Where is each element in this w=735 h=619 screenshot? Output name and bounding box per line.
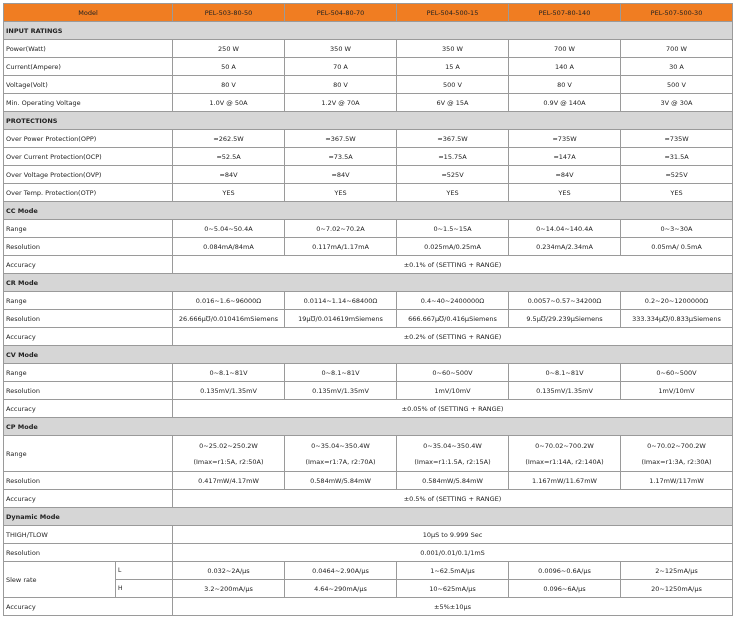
cell-value: 4.64~290mA/µs (285, 580, 397, 598)
cell-value: 0.417mW/4.17mW (173, 472, 285, 490)
cell-value: 30 A (621, 58, 733, 76)
model-name: PEL-503-80-50 (173, 4, 285, 22)
cell-value: 80 V (509, 76, 621, 94)
cell-value: 1mV/10mV (397, 382, 509, 400)
cell-value: ≈84V (173, 166, 285, 184)
cell-value: 0.584mW/5.84mW (397, 472, 509, 490)
section-title-protections: PROTECTIONS (4, 112, 733, 130)
model-name: PEL-504-80-70 (285, 4, 397, 22)
row-label: Resolution (4, 472, 173, 490)
cell-value: 0.032~2A/µs (173, 562, 285, 580)
cell-line: 0~35.04~350.4W (311, 441, 370, 450)
slew-high-label: H (116, 580, 173, 598)
row-label: Power(Watt) (4, 40, 173, 58)
row-label: Accuracy (4, 598, 173, 616)
section-row (4, 202, 733, 220)
cell-value: YES (509, 184, 621, 202)
row-label: Resolution (4, 310, 173, 328)
table-row (4, 490, 733, 508)
cell-subline: (Imax=r1:7A, r2:70A) (305, 457, 376, 466)
cell-value: 500 V (621, 76, 733, 94)
row-label: Over Current Protection(OCP) (4, 148, 173, 166)
table-row (4, 436, 733, 472)
table-row (4, 58, 733, 76)
cell-value: 0.234mA/2.34mA (509, 238, 621, 256)
cell-value: 700 W (621, 40, 733, 58)
table-row (4, 364, 733, 382)
cell-value: 350 W (397, 40, 509, 58)
cell-value: 0~14.04~140.4A (509, 220, 621, 238)
cell-value: 0~1.5~15A (397, 220, 509, 238)
cell-value: 666.667µ℧/0.416µSiemens (397, 310, 509, 328)
cell-value: 1.0V @ 50A (173, 94, 285, 112)
row-label: Range (4, 220, 173, 238)
cell-value: 350 W (285, 40, 397, 58)
cell-value: ±0.05% of (SETTING + RANGE) (173, 400, 733, 418)
row-label: Resolution (4, 238, 173, 256)
cell-value: 0.135mV/1.35mV (509, 382, 621, 400)
cell-value: 0.0096~0.6A/µs (509, 562, 621, 580)
row-label: Over Temp. Protection(OTP) (4, 184, 173, 202)
section-row (4, 508, 733, 526)
row-label: THIGH/TLOW (4, 526, 173, 544)
row-label: Over Power Protection(OPP) (4, 130, 173, 148)
cell-value: 0.135mV/1.35mV (173, 382, 285, 400)
cell-value: 0.025mA/0.25mA (397, 238, 509, 256)
cell-value: ≈525V (397, 166, 509, 184)
cell-value: 70 A (285, 58, 397, 76)
cell-value: YES (397, 184, 509, 202)
cell-line: 0~25.02~250.2W (199, 441, 258, 450)
cell-subline: (Imax=r1:3A, r2:30A) (641, 457, 712, 466)
cell-value: 1.17mW/117mW (621, 472, 733, 490)
cell-value: 1.2V @ 70A (285, 94, 397, 112)
cell-value: ≈735W (621, 130, 733, 148)
cell-value (509, 436, 621, 472)
table-row (4, 40, 733, 58)
model-name: PEL-504-500-15 (397, 4, 509, 22)
table-row (4, 310, 733, 328)
section-title-cr: CR Mode (4, 274, 733, 292)
section-title-dynamic: Dynamic Mode (4, 508, 733, 526)
cell-value: 3V @ 30A (621, 94, 733, 112)
cell-value: 0~8.1~81V (285, 364, 397, 382)
cell-value: 0.016~1.6~96000Ω (173, 292, 285, 310)
row-label: Accuracy (4, 328, 173, 346)
cell-value (397, 436, 509, 472)
section-row (4, 274, 733, 292)
header-row (4, 4, 733, 22)
cell-value: 333.334µ℧/0.833µSiemens (621, 310, 733, 328)
table-row (4, 400, 733, 418)
cell-value: 0~60~500V (397, 364, 509, 382)
cell-value: ≈367.5W (285, 130, 397, 148)
table-row (4, 256, 733, 274)
cell-value: 0.135mV/1.35mV (285, 382, 397, 400)
cell-line: 0~70.02~700.2W (535, 441, 594, 450)
cell-value: 50 A (173, 58, 285, 76)
slew-low-label: L (116, 562, 173, 580)
row-label: Over Voltage Protection(OVP) (4, 166, 173, 184)
cell-value: ≈367.5W (397, 130, 509, 148)
cell-value: YES (285, 184, 397, 202)
cell-value: ≈31.5A (621, 148, 733, 166)
table-row (4, 148, 733, 166)
table-row (4, 94, 733, 112)
cell-value: 0.084mA/84mA (173, 238, 285, 256)
cell-value (173, 436, 285, 472)
row-label: Voltage(Volt) (4, 76, 173, 94)
cell-subline: (Imax=r1:14A, r2:140A) (525, 457, 604, 466)
table-row (4, 292, 733, 310)
cell-value: 0.0114~1.14~68400Ω (285, 292, 397, 310)
cell-value: ≈262.5W (173, 130, 285, 148)
cell-value: 0~8.1~81V (509, 364, 621, 382)
cell-value: 26.666µ℧/0.010416mSiemens (173, 310, 285, 328)
cell-value: ±5%±10µs (173, 598, 733, 616)
table-row (4, 220, 733, 238)
cell-value: 0.9V @ 140A (509, 94, 621, 112)
cell-value: 20~1250mA/µs (621, 580, 733, 598)
cell-value: ≈147A (509, 148, 621, 166)
table-row (4, 472, 733, 490)
cell-value: 0.117mA/1.17mA (285, 238, 397, 256)
cell-value: 0~7.02~70.2A (285, 220, 397, 238)
cell-value: 0~5.04~50.4A (173, 220, 285, 238)
section-title-cc: CC Mode (4, 202, 733, 220)
cell-value: 0.05mA/ 0.5mA (621, 238, 733, 256)
cell-value: ≈84V (509, 166, 621, 184)
cell-line: 0~70.02~700.2W (647, 441, 706, 450)
cell-value: 10~625mA/µs (397, 580, 509, 598)
row-label: Resolution (4, 544, 173, 562)
cell-value (285, 436, 397, 472)
cell-value: 6V @ 15A (397, 94, 509, 112)
cell-value: 9.5µ℧/29.239µSiemens (509, 310, 621, 328)
section-row (4, 418, 733, 436)
cell-value: YES (621, 184, 733, 202)
cell-value: YES (173, 184, 285, 202)
cell-value: 0.001/0.01/0.1/1mS (173, 544, 733, 562)
section-row (4, 22, 733, 40)
row-label: Accuracy (4, 400, 173, 418)
row-label: Current(Ampere) (4, 58, 173, 76)
cell-value: 700 W (509, 40, 621, 58)
table-row (4, 238, 733, 256)
cell-value: 1~62.5mA/µs (397, 562, 509, 580)
cell-value (621, 436, 733, 472)
cell-subline: (Imax=r1:1.5A, r2:15A) (414, 457, 491, 466)
cell-value: 1mV/10mV (621, 382, 733, 400)
section-title-cv: CV Mode (4, 346, 733, 364)
row-label: Range (4, 436, 173, 472)
cell-value: 0~8.1~81V (173, 364, 285, 382)
table-row (4, 562, 733, 580)
cell-value: 2~125mA/µs (621, 562, 733, 580)
table-row (4, 166, 733, 184)
cell-value: 0~3~30A (621, 220, 733, 238)
cell-value: 10µS to 9.999 Sec (173, 526, 733, 544)
cell-value: 0~60~500V (621, 364, 733, 382)
cell-value: 0.2~20~1200000Ω (621, 292, 733, 310)
cell-value: ±0.1% of (SETTING + RANGE) (173, 256, 733, 274)
cell-value: 0.4~40~2400000Ω (397, 292, 509, 310)
row-label: Min. Operating Voltage (4, 94, 173, 112)
row-label: Range (4, 292, 173, 310)
table-row (4, 544, 733, 562)
cell-value: ≈525V (621, 166, 733, 184)
section-title-cp: CP Mode (4, 418, 733, 436)
table-row (4, 130, 733, 148)
cell-subline: (Imax=r1:5A, r2:50A) (193, 457, 264, 466)
model-name: PEL-507-500-30 (621, 4, 733, 22)
table-row (4, 526, 733, 544)
cell-value: 0.096~6A/µs (509, 580, 621, 598)
table-row (4, 598, 733, 616)
cell-value: 80 V (173, 76, 285, 94)
cell-value: 500 V (397, 76, 509, 94)
cell-value: ±0.2% of (SETTING + RANGE) (173, 328, 733, 346)
row-label: Accuracy (4, 490, 173, 508)
section-row (4, 112, 733, 130)
row-label: Accuracy (4, 256, 173, 274)
table-row (4, 328, 733, 346)
cell-value: 1.167mW/11.67mW (509, 472, 621, 490)
row-label: Range (4, 364, 173, 382)
model-name: PEL-507-80-140 (509, 4, 621, 22)
cell-value: ≈735W (509, 130, 621, 148)
table-row (4, 184, 733, 202)
spec-table (3, 3, 733, 616)
row-label: Resolution (4, 382, 173, 400)
cell-value: ≈15.75A (397, 148, 509, 166)
cell-value: 15 A (397, 58, 509, 76)
section-title-input: INPUT RATINGS (4, 22, 733, 40)
table-row (4, 76, 733, 94)
table-row (4, 382, 733, 400)
row-label: Slew rate (4, 562, 116, 598)
cell-value: 0.584mW/5.84mW (285, 472, 397, 490)
cell-value: ≈52.5A (173, 148, 285, 166)
cell-value: ≈73.5A (285, 148, 397, 166)
cell-value: 80 V (285, 76, 397, 94)
cell-value: 0.0464~2.90A/µs (285, 562, 397, 580)
cell-value: ≈84V (285, 166, 397, 184)
cell-line: 0~35.04~350.4W (423, 441, 482, 450)
cell-value: 250 W (173, 40, 285, 58)
cell-value: 0.0057~0.57~34200Ω (509, 292, 621, 310)
cell-value: 3.2~200mA/µs (173, 580, 285, 598)
cell-value: 19µ℧/0.014619mSiemens (285, 310, 397, 328)
cell-value: ±0.5% of (SETTING + RANGE) (173, 490, 733, 508)
section-row (4, 346, 733, 364)
model-header: Model (4, 4, 173, 22)
cell-value: 140 A (509, 58, 621, 76)
